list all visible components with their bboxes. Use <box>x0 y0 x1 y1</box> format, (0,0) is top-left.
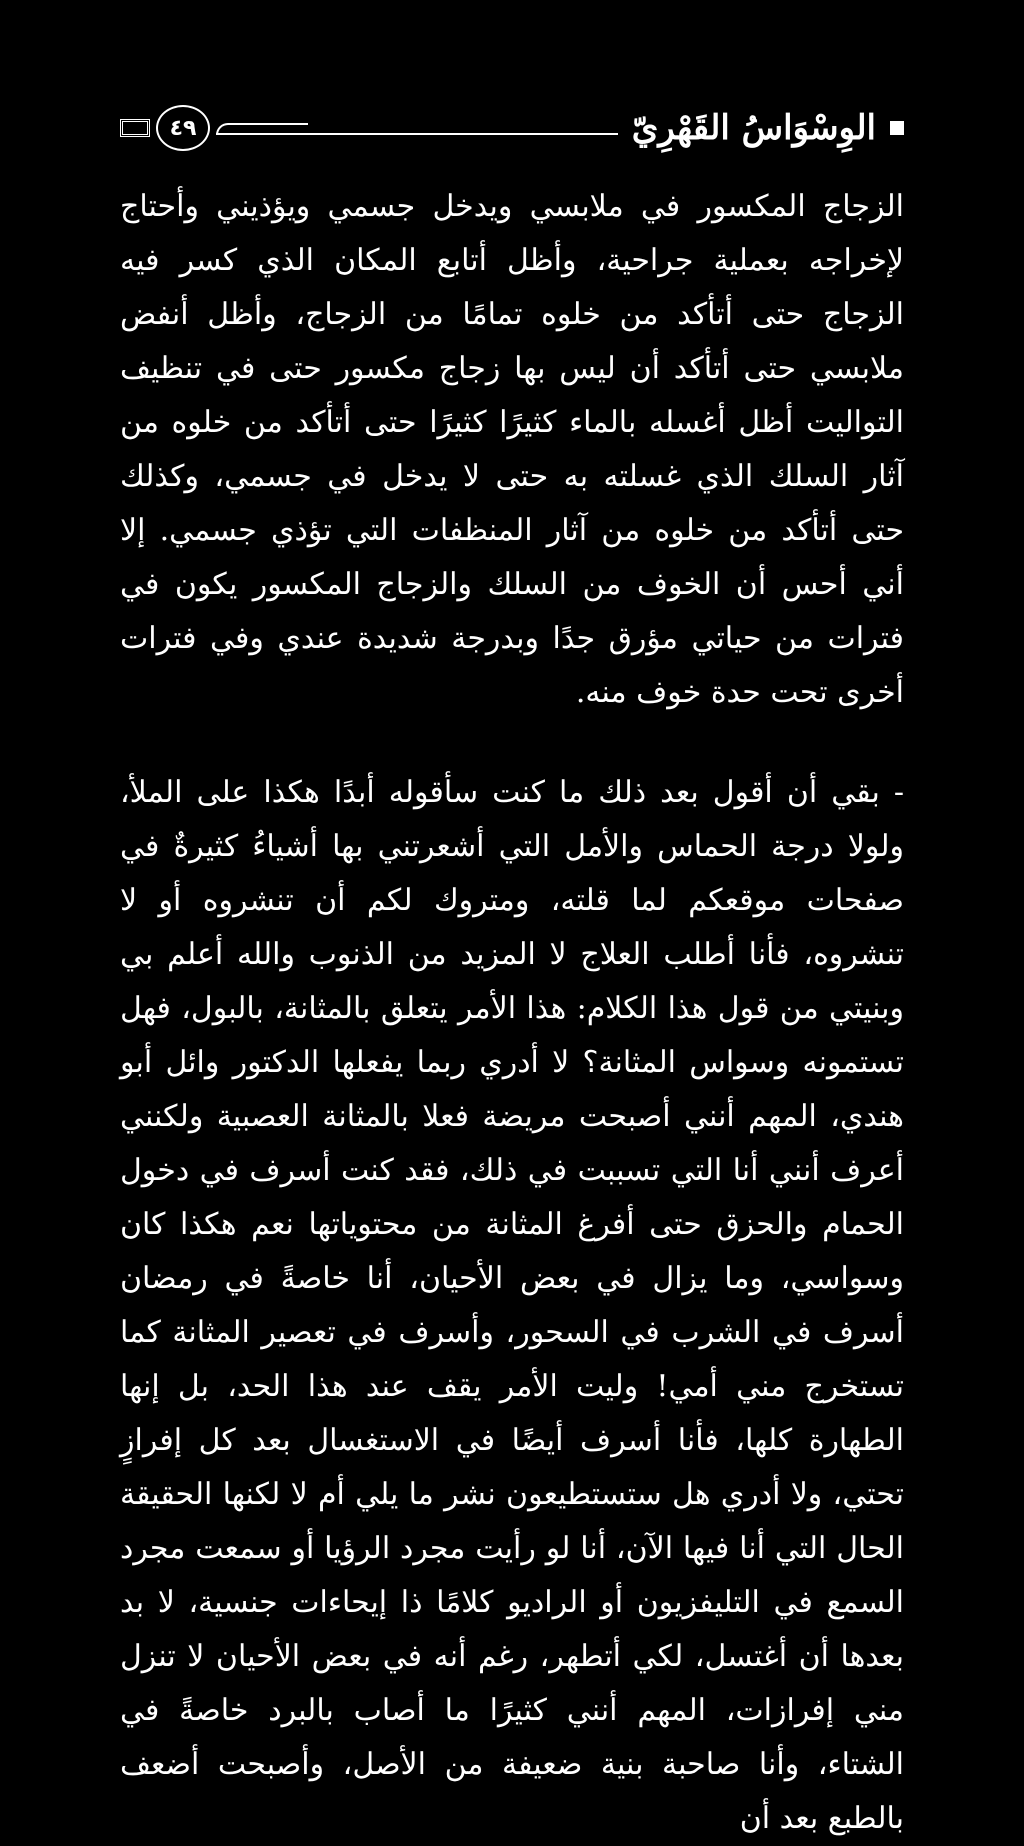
page-body <box>120 180 904 1846</box>
paragraph-1: الزجاج المكسور في ملابسي ويدخل جسمي ويؤذيني وأحتاج لإخراجه بعملية جراحية، وأظل أتابع المكان الذي كسر فيه الزجاج حتى أتأكد من خلوه تمامًا من الزجاج، وأظل أنفض ملابسي حتى أتأكد أن ليس بها زجاج مكسور حتى في تنظيف التواليت أظل أغسله بالماء كثيرًا كثيرًا حتى أتأكد من خلوه من آثار السلك الذي غسلته به حتى لا يدخل في جسمي، وكذلك حتى أتأكد من خلوه من آثار المنظفات التي تؤذي جسمي. إلا أني أحس أن الخوف من السلك والزجاج المكسور يكون في فترات من حياتي مؤرق جدًا وبدرجة شديدة عندي وفي فترات أخرى تحت حدة خوف منه. <box>120 189 904 710</box>
header-ornament-left <box>120 119 150 137</box>
running-title: الوِسْوَاسُ القَهْرِيّ <box>631 108 876 148</box>
page-number-badge: ٤٩ <box>156 105 210 151</box>
page-header <box>120 96 904 160</box>
paragraph-2: - بقي أن أقول بعد ذلك ما كنت سأقوله أبدًا هكذا على الملأ، ولولا درجة الحماس والأمل التي أشعرتني بها أشياءُ كثيرةٌ في صفحات موقعكم لما قلته، ومتروك لكم أن تنشروه أو لا تنشروه، فأنا أطلب العلاج لا المزيد من الذنوب والله أعلم بي وبنيتي من قول هذا الكلام: هذا الأمر يتعلق بالمثانة، بالبول، فهل تستمونه وسواس المثانة؟ لا أدري ربما يفعلها الدكتور وائل أبو هندي، المهم أنني أصبحت مريضة فعلا بالمثانة العصبية ولكنني أعرف أنني أنا التي تسببت في ذلك، فقد كنت أسرف في دخول الحمام والحزق حتى أفرغ المثانة من محتوياتها نعم هكذا كان وسواسي، وما يزال في بعض الأحيان، أنا خاصةً في رمضان أسرف في الشرب في السحور، وأسرف في تعصير المثانة كما تستخرج مني أمي! وليت الأمر يقف عند هذا الحد، بل إنها الطهارة كلها، فأنا أسرف أيضًا في الاستغسال بعد كل إفرازٍ تحتي، ولا أدري هل ستستطيعون نشر ما يلي أم لا لكنها الحقيقة الحال التي أنا فيها الآن، أنا لو رأيت مجرد الرؤيا أو سمعت مجرد السمع في التليفزيون أو الراديو كلامًا ذا إيحاءات جنسية، لا بد بعدها أن أغتسل، لكي أتطهر، رغم أنه في بعض الأحيان لا تنزل مني إفرازات، المهم أنني كثيرًا ما أصاب بالبرد خاصةً في الشتاء، وأنا صاحبة بنية ضعيفة من الأصل، وأصبحت أضعف بالطبع بعد أن <box>120 775 905 1836</box>
header-square-ornament <box>890 121 904 135</box>
header-ornamental-rule <box>216 133 618 135</box>
